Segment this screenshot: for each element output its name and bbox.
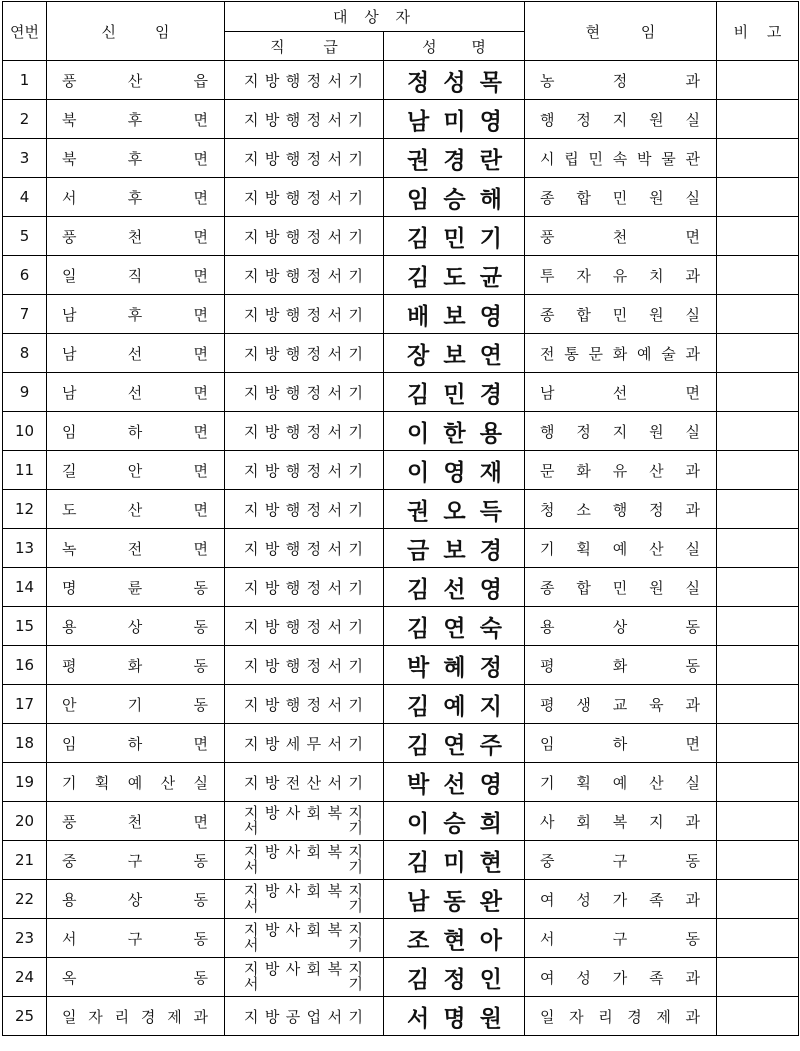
cell-current-post-text: 농 정 과 bbox=[540, 71, 701, 90]
cell-note bbox=[717, 412, 799, 451]
header-no: 연번 bbox=[3, 2, 47, 61]
cell-rank bbox=[225, 646, 384, 685]
cell-new-post bbox=[47, 490, 225, 529]
cell-new-post-text: 용 상 동 bbox=[62, 890, 208, 909]
table-row bbox=[3, 763, 799, 802]
cell-new-post bbox=[47, 841, 225, 880]
cell-new-post-text: 풍 천 면 bbox=[62, 227, 208, 246]
cell-note bbox=[717, 217, 799, 256]
cell-new-post bbox=[47, 607, 225, 646]
cell-rank-text: 지 방 사 회 복 지 서 기 bbox=[244, 804, 363, 837]
cell-rank-text: 지 방 사 회 복 지 서 기 bbox=[244, 960, 363, 993]
cell-new-post bbox=[47, 100, 225, 139]
cell-no: 24 bbox=[3, 958, 47, 997]
cell-rank-text: 지 방 행 정 서 기 bbox=[244, 344, 363, 363]
cell-no: 14 bbox=[3, 568, 47, 607]
cell-current-post bbox=[525, 295, 717, 334]
cell-name-text: 정 성 목 bbox=[407, 68, 502, 96]
cell-note bbox=[717, 139, 799, 178]
cell-current-post bbox=[525, 802, 717, 841]
cell-rank-text: 지 방 행 정 서 기 bbox=[244, 305, 363, 324]
cell-note bbox=[717, 256, 799, 295]
cell-name bbox=[384, 568, 525, 607]
cell-name bbox=[384, 334, 525, 373]
cell-note bbox=[717, 490, 799, 529]
cell-new-post-text: 도 산 면 bbox=[62, 500, 208, 519]
cell-no: 7 bbox=[3, 295, 47, 334]
cell-name-text: 이 승 희 bbox=[407, 809, 502, 837]
cell-name-text: 박 혜 정 bbox=[407, 653, 502, 681]
table-row bbox=[3, 919, 799, 958]
cell-rank-text: 지 방 행 정 서 기 bbox=[244, 422, 363, 441]
cell-rank bbox=[225, 607, 384, 646]
cell-current-post bbox=[525, 607, 717, 646]
cell-new-post-text: 남 선 면 bbox=[62, 383, 208, 402]
cell-note bbox=[717, 724, 799, 763]
cell-rank bbox=[225, 919, 384, 958]
cell-rank bbox=[225, 529, 384, 568]
table-row bbox=[3, 295, 799, 334]
cell-name-text: 장 보 연 bbox=[407, 341, 502, 369]
cell-new-post bbox=[47, 802, 225, 841]
cell-current-post bbox=[525, 256, 717, 295]
cell-new-post bbox=[47, 529, 225, 568]
cell-current-post bbox=[525, 100, 717, 139]
cell-current-post bbox=[525, 880, 717, 919]
cell-name bbox=[384, 958, 525, 997]
cell-new-post-text: 일 직 면 bbox=[62, 266, 208, 285]
cell-new-post bbox=[47, 997, 225, 1036]
cell-name-text: 남 동 완 bbox=[407, 887, 502, 915]
cell-rank-text: 지 방 행 정 서 기 bbox=[244, 578, 363, 597]
table-row bbox=[3, 724, 799, 763]
cell-current-post bbox=[525, 763, 717, 802]
cell-rank-text: 지 방 행 정 서 기 bbox=[244, 110, 363, 129]
cell-new-post-text: 풍 천 면 bbox=[62, 812, 208, 831]
cell-new-post-text: 남 후 면 bbox=[62, 305, 208, 324]
cell-note bbox=[717, 646, 799, 685]
cell-note bbox=[717, 997, 799, 1036]
cell-new-post bbox=[47, 880, 225, 919]
cell-note bbox=[717, 880, 799, 919]
table-row bbox=[3, 685, 799, 724]
cell-name-text: 배 보 영 bbox=[407, 302, 502, 330]
cell-rank bbox=[225, 568, 384, 607]
cell-new-post-text: 길 안 면 bbox=[62, 461, 208, 480]
cell-new-post-text: 임 하 면 bbox=[62, 734, 208, 753]
header-new-post bbox=[47, 2, 225, 61]
cell-current-post bbox=[525, 451, 717, 490]
personnel-table bbox=[2, 1, 799, 1036]
cell-name-text: 김 연 주 bbox=[407, 731, 502, 759]
cell-name-text: 김 도 균 bbox=[407, 263, 502, 291]
cell-current-post bbox=[525, 958, 717, 997]
cell-current-post-text: 기 획 예 산 실 bbox=[540, 539, 701, 558]
cell-new-post-text: 북 후 면 bbox=[62, 149, 208, 168]
cell-current-post bbox=[525, 724, 717, 763]
cell-current-post-text: 서 구 동 bbox=[540, 929, 701, 948]
cell-new-post bbox=[47, 217, 225, 256]
cell-current-post bbox=[525, 646, 717, 685]
table-row bbox=[3, 490, 799, 529]
cell-new-post-text: 서 구 동 bbox=[62, 929, 208, 948]
table-row bbox=[3, 217, 799, 256]
cell-current-post bbox=[525, 919, 717, 958]
cell-name-text: 이 한 용 bbox=[407, 419, 502, 447]
cell-name bbox=[384, 100, 525, 139]
cell-name bbox=[384, 139, 525, 178]
cell-no: 8 bbox=[3, 334, 47, 373]
cell-name bbox=[384, 217, 525, 256]
cell-new-post bbox=[47, 763, 225, 802]
cell-rank bbox=[225, 334, 384, 373]
cell-rank-text: 지 방 행 정 서 기 bbox=[244, 383, 363, 402]
cell-no: 1 bbox=[3, 61, 47, 100]
table-row bbox=[3, 178, 799, 217]
cell-new-post bbox=[47, 139, 225, 178]
cell-rank bbox=[225, 256, 384, 295]
cell-new-post bbox=[47, 256, 225, 295]
cell-new-post-text: 안 기 동 bbox=[62, 695, 208, 714]
table-row bbox=[3, 451, 799, 490]
cell-current-post-text: 투 자 유 치 과 bbox=[540, 266, 701, 285]
cell-new-post-text: 녹 전 면 bbox=[62, 539, 208, 558]
cell-new-post-text: 풍 산 읍 bbox=[62, 71, 208, 90]
cell-rank-text: 지 방 행 정 서 기 bbox=[244, 266, 363, 285]
table-row bbox=[3, 61, 799, 100]
cell-new-post bbox=[47, 451, 225, 490]
cell-rank bbox=[225, 295, 384, 334]
cell-rank-text: 지 방 행 정 서 기 bbox=[244, 188, 363, 207]
header-note bbox=[717, 2, 799, 61]
cell-current-post bbox=[525, 490, 717, 529]
table-row bbox=[3, 802, 799, 841]
table-row bbox=[3, 607, 799, 646]
cell-note bbox=[717, 841, 799, 880]
cell-rank bbox=[225, 958, 384, 997]
cell-current-post-text: 행 정 지 원 실 bbox=[540, 110, 701, 129]
cell-current-post bbox=[525, 412, 717, 451]
header-target-text: 대 상 자 bbox=[333, 8, 417, 26]
cell-no: 22 bbox=[3, 880, 47, 919]
cell-name-text: 김 연 숙 bbox=[407, 614, 502, 642]
cell-current-post-text: 시 립 민 속 박 물 관 bbox=[540, 149, 701, 168]
cell-new-post bbox=[47, 646, 225, 685]
cell-new-post bbox=[47, 61, 225, 100]
cell-no: 17 bbox=[3, 685, 47, 724]
cell-no: 4 bbox=[3, 178, 47, 217]
cell-rank bbox=[225, 490, 384, 529]
cell-current-post-text: 전 통 문 화 예 술 과 bbox=[540, 344, 701, 363]
cell-name-text: 김 민 기 bbox=[407, 224, 502, 252]
cell-no: 11 bbox=[3, 451, 47, 490]
cell-name-text: 권 경 란 bbox=[407, 146, 502, 174]
table-row bbox=[3, 958, 799, 997]
cell-no: 9 bbox=[3, 373, 47, 412]
cell-name bbox=[384, 412, 525, 451]
cell-new-post-text: 평 화 동 bbox=[62, 656, 208, 675]
cell-current-post-text: 청 소 행 정 과 bbox=[540, 500, 701, 519]
cell-current-post bbox=[525, 529, 717, 568]
cell-rank bbox=[225, 841, 384, 880]
cell-name-text: 임 승 해 bbox=[407, 185, 502, 213]
cell-current-post-text: 여 성 가 족 과 bbox=[540, 890, 701, 909]
cell-rank-text: 지 방 사 회 복 지 서 기 bbox=[244, 843, 363, 876]
table-row bbox=[3, 256, 799, 295]
header-current-post-text: 현 임 bbox=[585, 22, 656, 41]
cell-name bbox=[384, 61, 525, 100]
cell-rank bbox=[225, 802, 384, 841]
cell-name bbox=[384, 490, 525, 529]
header-target bbox=[225, 2, 525, 32]
cell-current-post bbox=[525, 334, 717, 373]
cell-new-post bbox=[47, 919, 225, 958]
cell-name bbox=[384, 373, 525, 412]
cell-rank bbox=[225, 100, 384, 139]
cell-new-post-text: 임 하 면 bbox=[62, 422, 208, 441]
cell-current-post bbox=[525, 61, 717, 100]
cell-name bbox=[384, 685, 525, 724]
cell-no: 5 bbox=[3, 217, 47, 256]
cell-no: 21 bbox=[3, 841, 47, 880]
cell-rank bbox=[225, 880, 384, 919]
table-row bbox=[3, 529, 799, 568]
cell-name-text: 김 예 지 bbox=[407, 692, 502, 720]
cell-new-post bbox=[47, 178, 225, 217]
cell-no: 25 bbox=[3, 997, 47, 1036]
cell-note bbox=[717, 334, 799, 373]
cell-no: 13 bbox=[3, 529, 47, 568]
cell-name bbox=[384, 919, 525, 958]
cell-no: 15 bbox=[3, 607, 47, 646]
cell-rank-text: 지 방 사 회 복 지 서 기 bbox=[244, 921, 363, 954]
cell-new-post-text: 남 선 면 bbox=[62, 344, 208, 363]
cell-new-post bbox=[47, 334, 225, 373]
header-note-text: 비 고 bbox=[733, 22, 782, 41]
table-row bbox=[3, 646, 799, 685]
cell-current-post-text: 종 합 민 원 실 bbox=[540, 188, 701, 207]
header-current-post bbox=[525, 2, 717, 61]
table-row bbox=[3, 568, 799, 607]
cell-new-post bbox=[47, 685, 225, 724]
header-name bbox=[384, 32, 525, 61]
cell-rank bbox=[225, 178, 384, 217]
table-row bbox=[3, 373, 799, 412]
cell-name-text: 남 미 영 bbox=[407, 107, 502, 135]
cell-current-post-text: 남 선 면 bbox=[540, 383, 701, 402]
cell-name bbox=[384, 802, 525, 841]
table-row bbox=[3, 997, 799, 1036]
cell-new-post bbox=[47, 373, 225, 412]
cell-name bbox=[384, 607, 525, 646]
cell-name-text: 김 정 인 bbox=[407, 965, 502, 993]
cell-no: 3 bbox=[3, 139, 47, 178]
cell-rank-text: 지 방 사 회 복 지 서 기 bbox=[244, 882, 363, 915]
cell-rank-text: 지 방 행 정 서 기 bbox=[244, 617, 363, 636]
cell-name bbox=[384, 841, 525, 880]
header-rank bbox=[225, 32, 384, 61]
cell-current-post-text: 평 생 교 육 과 bbox=[540, 695, 701, 714]
cell-current-post bbox=[525, 217, 717, 256]
cell-name bbox=[384, 256, 525, 295]
cell-no: 2 bbox=[3, 100, 47, 139]
cell-name-text: 권 오 득 bbox=[407, 497, 502, 525]
cell-no: 16 bbox=[3, 646, 47, 685]
table-row bbox=[3, 334, 799, 373]
cell-current-post-text: 여 성 가 족 과 bbox=[540, 968, 701, 987]
cell-note bbox=[717, 802, 799, 841]
cell-rank bbox=[225, 997, 384, 1036]
cell-rank bbox=[225, 139, 384, 178]
cell-rank bbox=[225, 61, 384, 100]
cell-rank-text: 지 방 행 정 서 기 bbox=[244, 539, 363, 558]
cell-rank-text: 지 방 전 산 서 기 bbox=[244, 773, 363, 792]
cell-new-post bbox=[47, 724, 225, 763]
cell-current-post-text: 사 회 복 지 과 bbox=[540, 812, 701, 831]
cell-current-post-text: 중 구 동 bbox=[540, 851, 701, 870]
cell-current-post-text: 일 자 리 경 제 과 bbox=[540, 1007, 700, 1026]
cell-rank-text: 지 방 공 업 서 기 bbox=[244, 1007, 363, 1026]
cell-rank-text: 지 방 세 무 서 기 bbox=[244, 734, 363, 753]
cell-no: 10 bbox=[3, 412, 47, 451]
cell-note bbox=[717, 451, 799, 490]
cell-rank-text: 지 방 행 정 서 기 bbox=[244, 500, 363, 519]
cell-name-text: 박 선 영 bbox=[407, 770, 502, 798]
cell-new-post-text: 기 획 예 산 실 bbox=[62, 773, 208, 792]
cell-current-post-text: 기 획 예 산 실 bbox=[540, 773, 701, 792]
header-new-post-text: 신 임 bbox=[101, 22, 170, 41]
cell-note bbox=[717, 763, 799, 802]
cell-new-post-text: 일 자 리 경 제 과 bbox=[62, 1007, 208, 1026]
table-row bbox=[3, 412, 799, 451]
cell-note bbox=[717, 295, 799, 334]
cell-rank bbox=[225, 451, 384, 490]
cell-rank-text: 지 방 행 정 서 기 bbox=[244, 149, 363, 168]
cell-current-post bbox=[525, 841, 717, 880]
cell-name-text: 김 선 영 bbox=[407, 575, 502, 603]
cell-no: 19 bbox=[3, 763, 47, 802]
cell-rank-text: 지 방 행 정 서 기 bbox=[244, 71, 363, 90]
cell-current-post-text: 풍 천 면 bbox=[540, 227, 701, 246]
cell-current-post bbox=[525, 373, 717, 412]
cell-rank bbox=[225, 412, 384, 451]
cell-note bbox=[717, 958, 799, 997]
cell-current-post-text: 문 화 유 산 과 bbox=[540, 461, 701, 480]
cell-name bbox=[384, 880, 525, 919]
cell-name bbox=[384, 451, 525, 490]
cell-current-post-text: 평 화 동 bbox=[540, 656, 701, 675]
cell-no: 20 bbox=[3, 802, 47, 841]
cell-note bbox=[717, 373, 799, 412]
cell-current-post-text: 임 하 면 bbox=[540, 734, 701, 753]
cell-new-post-text: 명 륜 동 bbox=[62, 578, 208, 597]
header-rank-text: 직 급 bbox=[270, 37, 338, 56]
cell-note bbox=[717, 568, 799, 607]
cell-new-post bbox=[47, 958, 225, 997]
cell-note bbox=[717, 685, 799, 724]
header-name-text: 성 명 bbox=[422, 37, 486, 56]
table-row bbox=[3, 100, 799, 139]
cell-note bbox=[717, 607, 799, 646]
cell-current-post-text: 행 정 지 원 실 bbox=[540, 422, 701, 441]
cell-rank bbox=[225, 685, 384, 724]
cell-new-post-text: 용 상 동 bbox=[62, 617, 208, 636]
cell-current-post bbox=[525, 178, 717, 217]
cell-name-text: 이 영 재 bbox=[407, 458, 502, 486]
cell-current-post bbox=[525, 139, 717, 178]
table-row bbox=[3, 880, 799, 919]
cell-new-post-text: 북 후 면 bbox=[62, 110, 208, 129]
cell-name bbox=[384, 529, 525, 568]
cell-name-text: 김 민 경 bbox=[407, 380, 502, 408]
cell-new-post-text: 옥 동 bbox=[62, 968, 208, 987]
table-body bbox=[3, 61, 799, 1036]
cell-new-post bbox=[47, 295, 225, 334]
cell-rank bbox=[225, 724, 384, 763]
table-row bbox=[3, 841, 799, 880]
cell-current-post-text: 용 상 동 bbox=[540, 617, 701, 636]
cell-rank bbox=[225, 763, 384, 802]
cell-rank-text: 지 방 행 정 서 기 bbox=[244, 695, 363, 714]
cell-name bbox=[384, 997, 525, 1036]
cell-current-post bbox=[525, 685, 717, 724]
cell-name-text: 서 명 원 bbox=[407, 1004, 502, 1032]
cell-name bbox=[384, 295, 525, 334]
cell-name bbox=[384, 178, 525, 217]
cell-name bbox=[384, 724, 525, 763]
table-row bbox=[3, 139, 799, 178]
cell-new-post-text: 중 구 동 bbox=[62, 851, 208, 870]
cell-name-text: 김 미 현 bbox=[407, 848, 502, 876]
cell-new-post-text: 서 후 면 bbox=[62, 188, 208, 207]
cell-rank-text: 지 방 행 정 서 기 bbox=[244, 461, 363, 480]
cell-rank-text: 지 방 행 정 서 기 bbox=[244, 227, 363, 246]
cell-current-post-text: 종 합 민 원 실 bbox=[540, 305, 701, 324]
cell-current-post bbox=[525, 568, 717, 607]
cell-current-post-text: 종 합 민 원 실 bbox=[540, 578, 701, 597]
cell-no: 12 bbox=[3, 490, 47, 529]
cell-rank bbox=[225, 373, 384, 412]
cell-note bbox=[717, 529, 799, 568]
table-header bbox=[3, 2, 799, 61]
cell-name bbox=[384, 646, 525, 685]
cell-no: 18 bbox=[3, 724, 47, 763]
cell-new-post bbox=[47, 412, 225, 451]
cell-note bbox=[717, 178, 799, 217]
cell-note bbox=[717, 61, 799, 100]
cell-no: 6 bbox=[3, 256, 47, 295]
cell-rank bbox=[225, 217, 384, 256]
cell-name-text: 금 보 경 bbox=[407, 536, 502, 564]
cell-note bbox=[717, 100, 799, 139]
cell-current-post bbox=[525, 997, 717, 1036]
cell-name-text: 조 현 아 bbox=[407, 926, 502, 954]
cell-new-post bbox=[47, 568, 225, 607]
cell-rank-text: 지 방 행 정 서 기 bbox=[244, 656, 363, 675]
cell-no: 23 bbox=[3, 919, 47, 958]
cell-note bbox=[717, 919, 799, 958]
cell-name bbox=[384, 763, 525, 802]
